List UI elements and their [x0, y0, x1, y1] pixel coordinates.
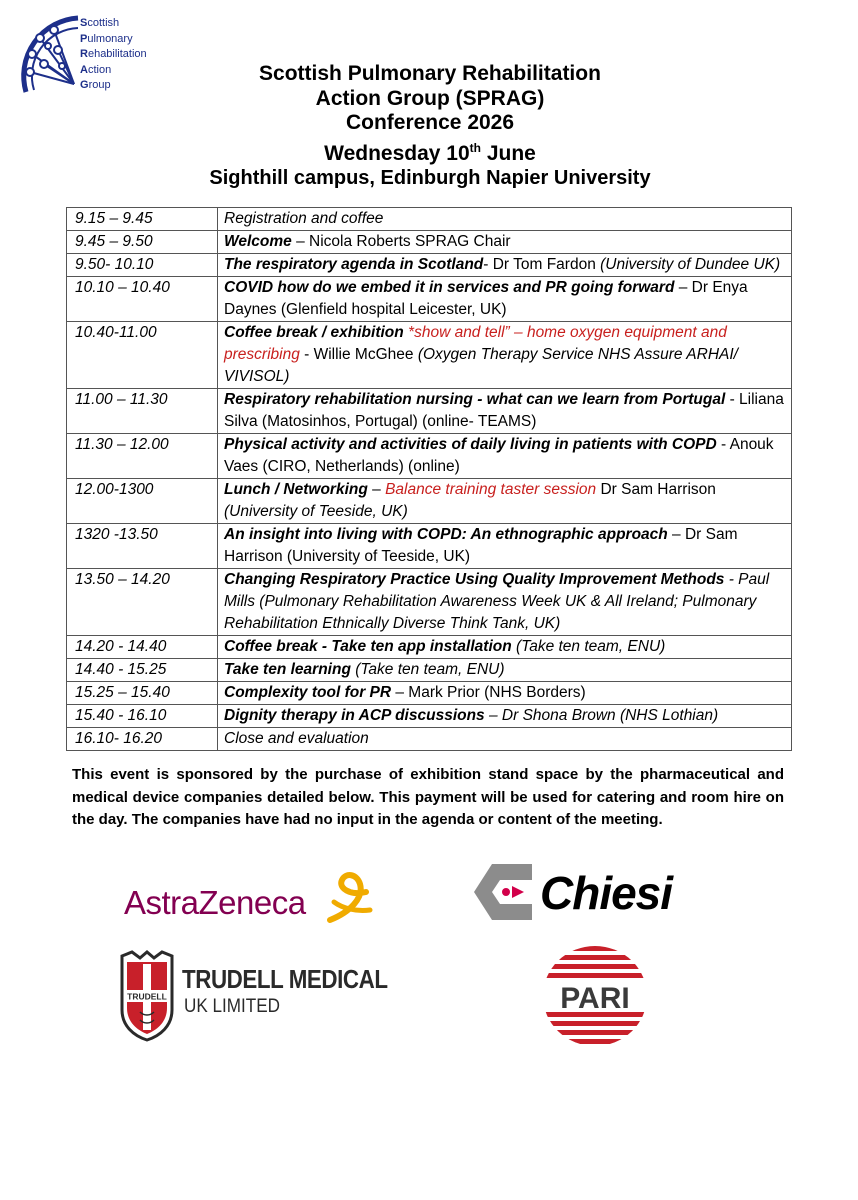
session-text: Close and evaluation: [224, 730, 369, 747]
agenda-row: [67, 682, 792, 705]
conference-venue: Sighthill campus, Edinburgh Napier University: [209, 167, 651, 189]
agenda-row: [67, 231, 792, 254]
agenda-time: 15.25 – 15.40: [67, 682, 218, 705]
session-text: Respiratory rehabilitation nursing - what can we learn from Portugal: [224, 391, 730, 408]
agenda-session: [218, 659, 792, 682]
agenda-time: 15.40 - 16.10: [67, 705, 218, 728]
session-text: - Anouk Vaes (CIRO, Netherlands) (online): [224, 436, 774, 475]
agenda-row: [67, 524, 792, 569]
agenda-session: [218, 389, 792, 434]
agenda-row: [67, 705, 792, 728]
session-text: - Dr Tom Fardon: [483, 256, 601, 273]
agenda-session: [218, 208, 792, 231]
session-text: Coffee break - Take ten app installation: [224, 638, 512, 655]
agenda-session: [218, 434, 792, 479]
session-text: –: [372, 481, 386, 498]
agenda-row: [67, 389, 792, 434]
sponsor-note: This event is sponsored by the purchase of exhibition stand space by the pharmaceutical and medical device companies detailed below. This payment will be used for catering and room hire on the day. The companies have had no input in the agenda or content of the meeting.: [72, 766, 784, 828]
agenda-time: 9.45 – 9.50: [67, 231, 218, 254]
agenda-session: [218, 636, 792, 659]
agenda-row: [67, 479, 792, 524]
astrazeneca-symbol-icon: [320, 862, 376, 926]
agenda-time: 9.15 – 9.45: [67, 208, 218, 231]
session-text: (University of Dundee UK): [600, 256, 781, 273]
title-line-1: Scottish Pulmonary Rehabilitation: [259, 62, 601, 85]
session-text: – Nicola Roberts SPRAG Chair: [291, 233, 511, 250]
session-text: Changing Respiratory Practice Using Quality Improvement Methods: [224, 571, 725, 588]
session-text: - Liliana Silva (Matosinhos, Portugal) (online- TEAMS): [224, 391, 784, 430]
agenda-session: [218, 728, 792, 751]
agenda-row: [67, 322, 792, 389]
agenda-row: [67, 569, 792, 636]
session-text: Complexity tool for PR: [224, 684, 392, 701]
session-text: (Oxygen Therapy Service NHS Assure ARHAI/ VIVISOL): [224, 346, 738, 385]
session-text: – Dr Sam Harrison (University of Teeside, UK): [224, 526, 738, 565]
session-text: – Dr Enya Daynes (Glenfield hospital Leicester, UK): [224, 279, 748, 318]
agenda-time: 1320 -13.50: [67, 524, 218, 569]
agenda-time: 16.10- 16.20: [67, 728, 218, 751]
conference-date: Wednesday 10th June: [324, 140, 536, 165]
astrazeneca-wordmark: AstraZeneca: [124, 884, 306, 921]
agenda-time: 14.40 - 15.25: [67, 659, 218, 682]
session-text: - Paul Mills (Pulmonary Rehabilitation Awareness Week UK & All Ireland; Pulmonary Rehabilitation Ethnically Diverse Think Tank, UK): [224, 571, 770, 632]
agenda-session: [218, 322, 792, 389]
chiesi-symbol-icon: [470, 862, 540, 922]
session-text: Coffee break / exhibition: [224, 324, 409, 341]
agenda-row: [67, 208, 792, 231]
session-text: (Take ten team, ENU): [511, 638, 666, 655]
session-text: Dr Sam Harrison: [596, 481, 716, 498]
trudell-badge-text: TRUDELL: [127, 991, 167, 1002]
pari-wordmark: PARI: [560, 982, 630, 1015]
chiesi-logo: [470, 862, 710, 922]
agenda-time: 10.10 – 10.40: [67, 277, 218, 322]
session-text: Welcome: [224, 233, 292, 250]
session-text: Registration and coffee: [224, 210, 384, 227]
agenda-session: [218, 231, 792, 254]
agenda-session: [218, 569, 792, 636]
session-text: COVID how do we embed it in services and PR going forward: [224, 279, 675, 296]
session-text: (University of Teeside, UK): [224, 503, 408, 520]
agenda-row: [67, 434, 792, 479]
agenda-session: [218, 479, 792, 524]
title-line-2: Action Group (SPRAG): [315, 86, 545, 110]
session-text: Balance training taster session: [385, 481, 597, 498]
logo-wordmark: Scottish Pulmonary Rehabilitation Action Group: [80, 17, 147, 91]
agenda-time: 9.50- 10.10: [67, 254, 218, 277]
agenda-time: 12.00-1300: [67, 479, 218, 524]
trudell-name: TRUDELL MEDICAL: [182, 964, 388, 994]
agenda-body: [67, 208, 792, 751]
session-text: The respiratory agenda in Scotland: [224, 256, 484, 273]
session-text: An insight into living with COPD: An ethnographic approach: [224, 526, 668, 543]
agenda-time: 13.50 – 14.20: [67, 569, 218, 636]
session-text: (Take ten team, ENU): [350, 661, 505, 678]
agenda-time: 10.40-11.00: [67, 322, 218, 389]
agenda-session: [218, 277, 792, 322]
session-text: - Willie McGhee: [299, 346, 418, 363]
page-title: [180, 62, 680, 191]
agenda-row: [67, 254, 792, 277]
trudell-logo: [118, 950, 388, 1042]
session-text: Physical activity and activities of daily living in patients with COPD: [224, 436, 717, 453]
session-text: – Mark Prior (NHS Borders): [391, 684, 586, 701]
agenda-row: [67, 728, 792, 751]
chiesi-wordmark: Chiesi: [540, 867, 673, 919]
agenda-time: 14.20 - 14.40: [67, 636, 218, 659]
pari-logo: [541, 945, 649, 1047]
agenda-session: [218, 682, 792, 705]
agenda-session: [218, 524, 792, 569]
session-text: *show and tell” – home oxygen equipment and prescribing: [224, 324, 727, 363]
session-text: Dignity therapy in ACP discussions: [224, 707, 485, 724]
sprag-emblem-icon: [18, 14, 82, 94]
agenda-row: [67, 659, 792, 682]
agenda-session: [218, 705, 792, 728]
conference-year: Conference 2026: [345, 111, 515, 134]
agenda-row: [67, 277, 792, 322]
trudell-subtitle: UK LIMITED: [184, 996, 280, 1017]
agenda-time: 11.00 – 11.30: [67, 389, 218, 434]
session-text: Take ten learning: [224, 661, 351, 678]
astrazeneca-logo: [124, 862, 374, 926]
session-text: – Dr Shona Brown (NHS Lothian): [484, 707, 719, 724]
agenda-table: [66, 207, 792, 751]
pari-globe-icon: [541, 945, 649, 1047]
agenda-row: [67, 636, 792, 659]
agenda-session: [218, 254, 792, 277]
agenda-time: 11.30 – 12.00: [67, 434, 218, 479]
trudell-shield-icon: [118, 950, 176, 1042]
sprag-logo: [18, 14, 188, 94]
session-text: Lunch / Networking: [224, 481, 373, 498]
